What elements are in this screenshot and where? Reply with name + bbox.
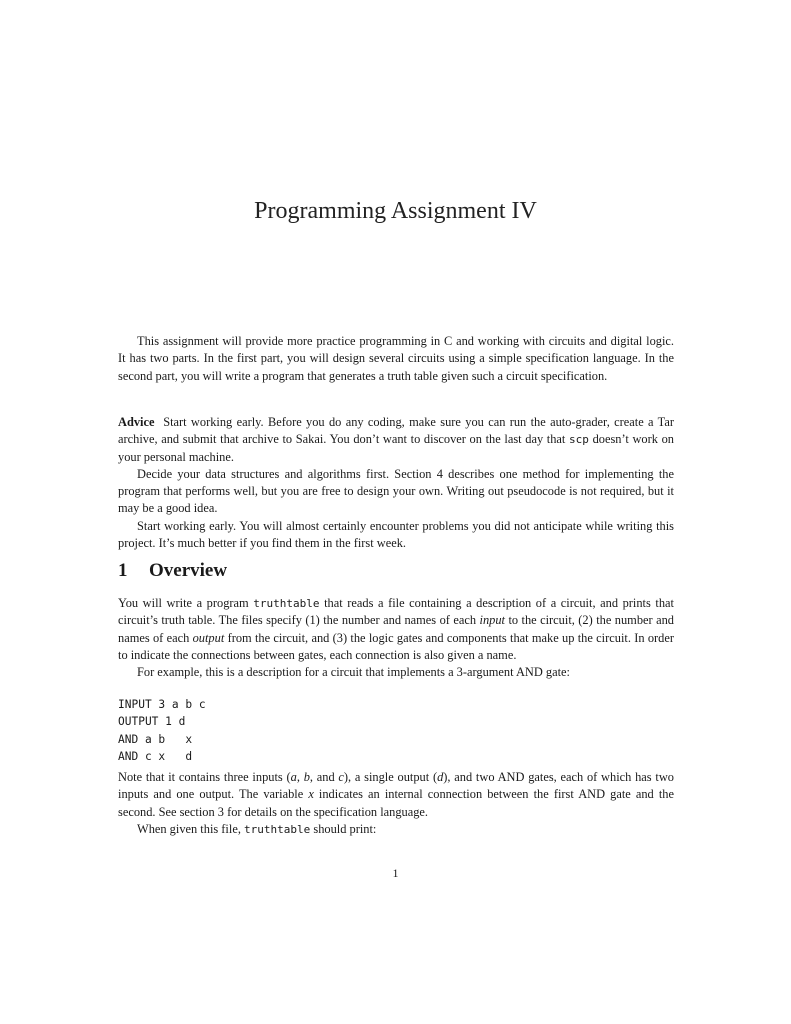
overview-text: ), and two AND gates, each of which has two inputs and one output. The variable [118, 770, 674, 802]
section-number: 1 [118, 560, 128, 581]
overview-text: , [296, 770, 304, 784]
overview-text: ), a single output ( [343, 770, 438, 784]
overview-text: You will write a program [118, 596, 249, 610]
overview-paragraph-1 [118, 595, 674, 664]
advice-code-scp: scp [569, 433, 589, 447]
section-heading-overview [118, 560, 227, 582]
variable-c: c [338, 770, 344, 784]
advice-text-1-end: doesn’t work on your personal machine. [118, 432, 674, 464]
emphasis-input: input [479, 613, 505, 628]
overview-text: to the circuit, (2) the number and names of each [118, 613, 674, 645]
advice-text-1: Start working early. Before you do any coding, make sure you can run the auto-grader, create a Tar archive, and submit that archive to Sakai. You don’t want to discover on the last day that [118, 415, 674, 447]
overview-paragraph-4 [118, 821, 674, 838]
advice-block [118, 414, 674, 552]
overview-text: that reads a file containing a description of a circuit, and prints that circuit’s truth table. The files specify (1) the number and names of each [118, 596, 674, 628]
overview-text: indicates an internal connection between the first AND gate and the second. See section 3 for details on the specification language. [118, 787, 674, 819]
overview-text: Note that it contains three inputs ( [118, 770, 291, 784]
intro-paragraph-block [118, 333, 674, 385]
variable-d: d [437, 770, 444, 784]
after-code-block [118, 769, 674, 838]
code-truthtable: truthtable [244, 822, 311, 836]
advice-paragraph-2: Decide your data structures and algorithms first. Section 4 describes one method for implementing the program that performs well, but you are free to design your own. Writing out pseudocode is not required, but it may be a good idea. [118, 466, 674, 516]
advice-label: Advice [118, 415, 155, 429]
overview-paragraph-3 [118, 769, 674, 821]
circuit-code-example: INPUT 3 a b c OUTPUT 1 d AND a b x AND c x d [118, 698, 206, 764]
document-title: Programming Assignment IV [254, 198, 537, 224]
section-title: Overview [149, 560, 228, 581]
page-number: 1 [392, 866, 399, 880]
overview-block [118, 595, 674, 681]
overview-text: , and [309, 770, 339, 784]
overview-text: from the circuit, and (3) the logic gates and components that make up the circuit. In order to indicate the connections between gates, each connection is also given a name. [118, 630, 674, 662]
advice-paragraph-1 [118, 414, 674, 466]
intro-paragraph: This assignment will provide more practice programming in C and working with circuits and digital logic. It has two parts. In the first part, you will design several circuits using a simple specification language. In the second part, you will write a program that generates a truth table given such a circuit specification. [118, 334, 674, 383]
overview-text: should print: [313, 821, 377, 836]
overview-paragraph-2: For example, this is a description for a circuit that implements a 3-argument AND gate: [137, 665, 570, 680]
variable-x: x [308, 787, 314, 802]
code-truthtable: truthtable [253, 597, 320, 610]
emphasis-output: output [192, 630, 225, 645]
advice-paragraph-3: Start working early. You will almost certainly encounter problems you did not anticipate while writing this project. It’s much better if you find them in the first week. [118, 518, 674, 551]
overview-text: When given this file, [137, 821, 241, 836]
variable-a: a [290, 770, 297, 784]
variable-b: b [303, 770, 310, 784]
